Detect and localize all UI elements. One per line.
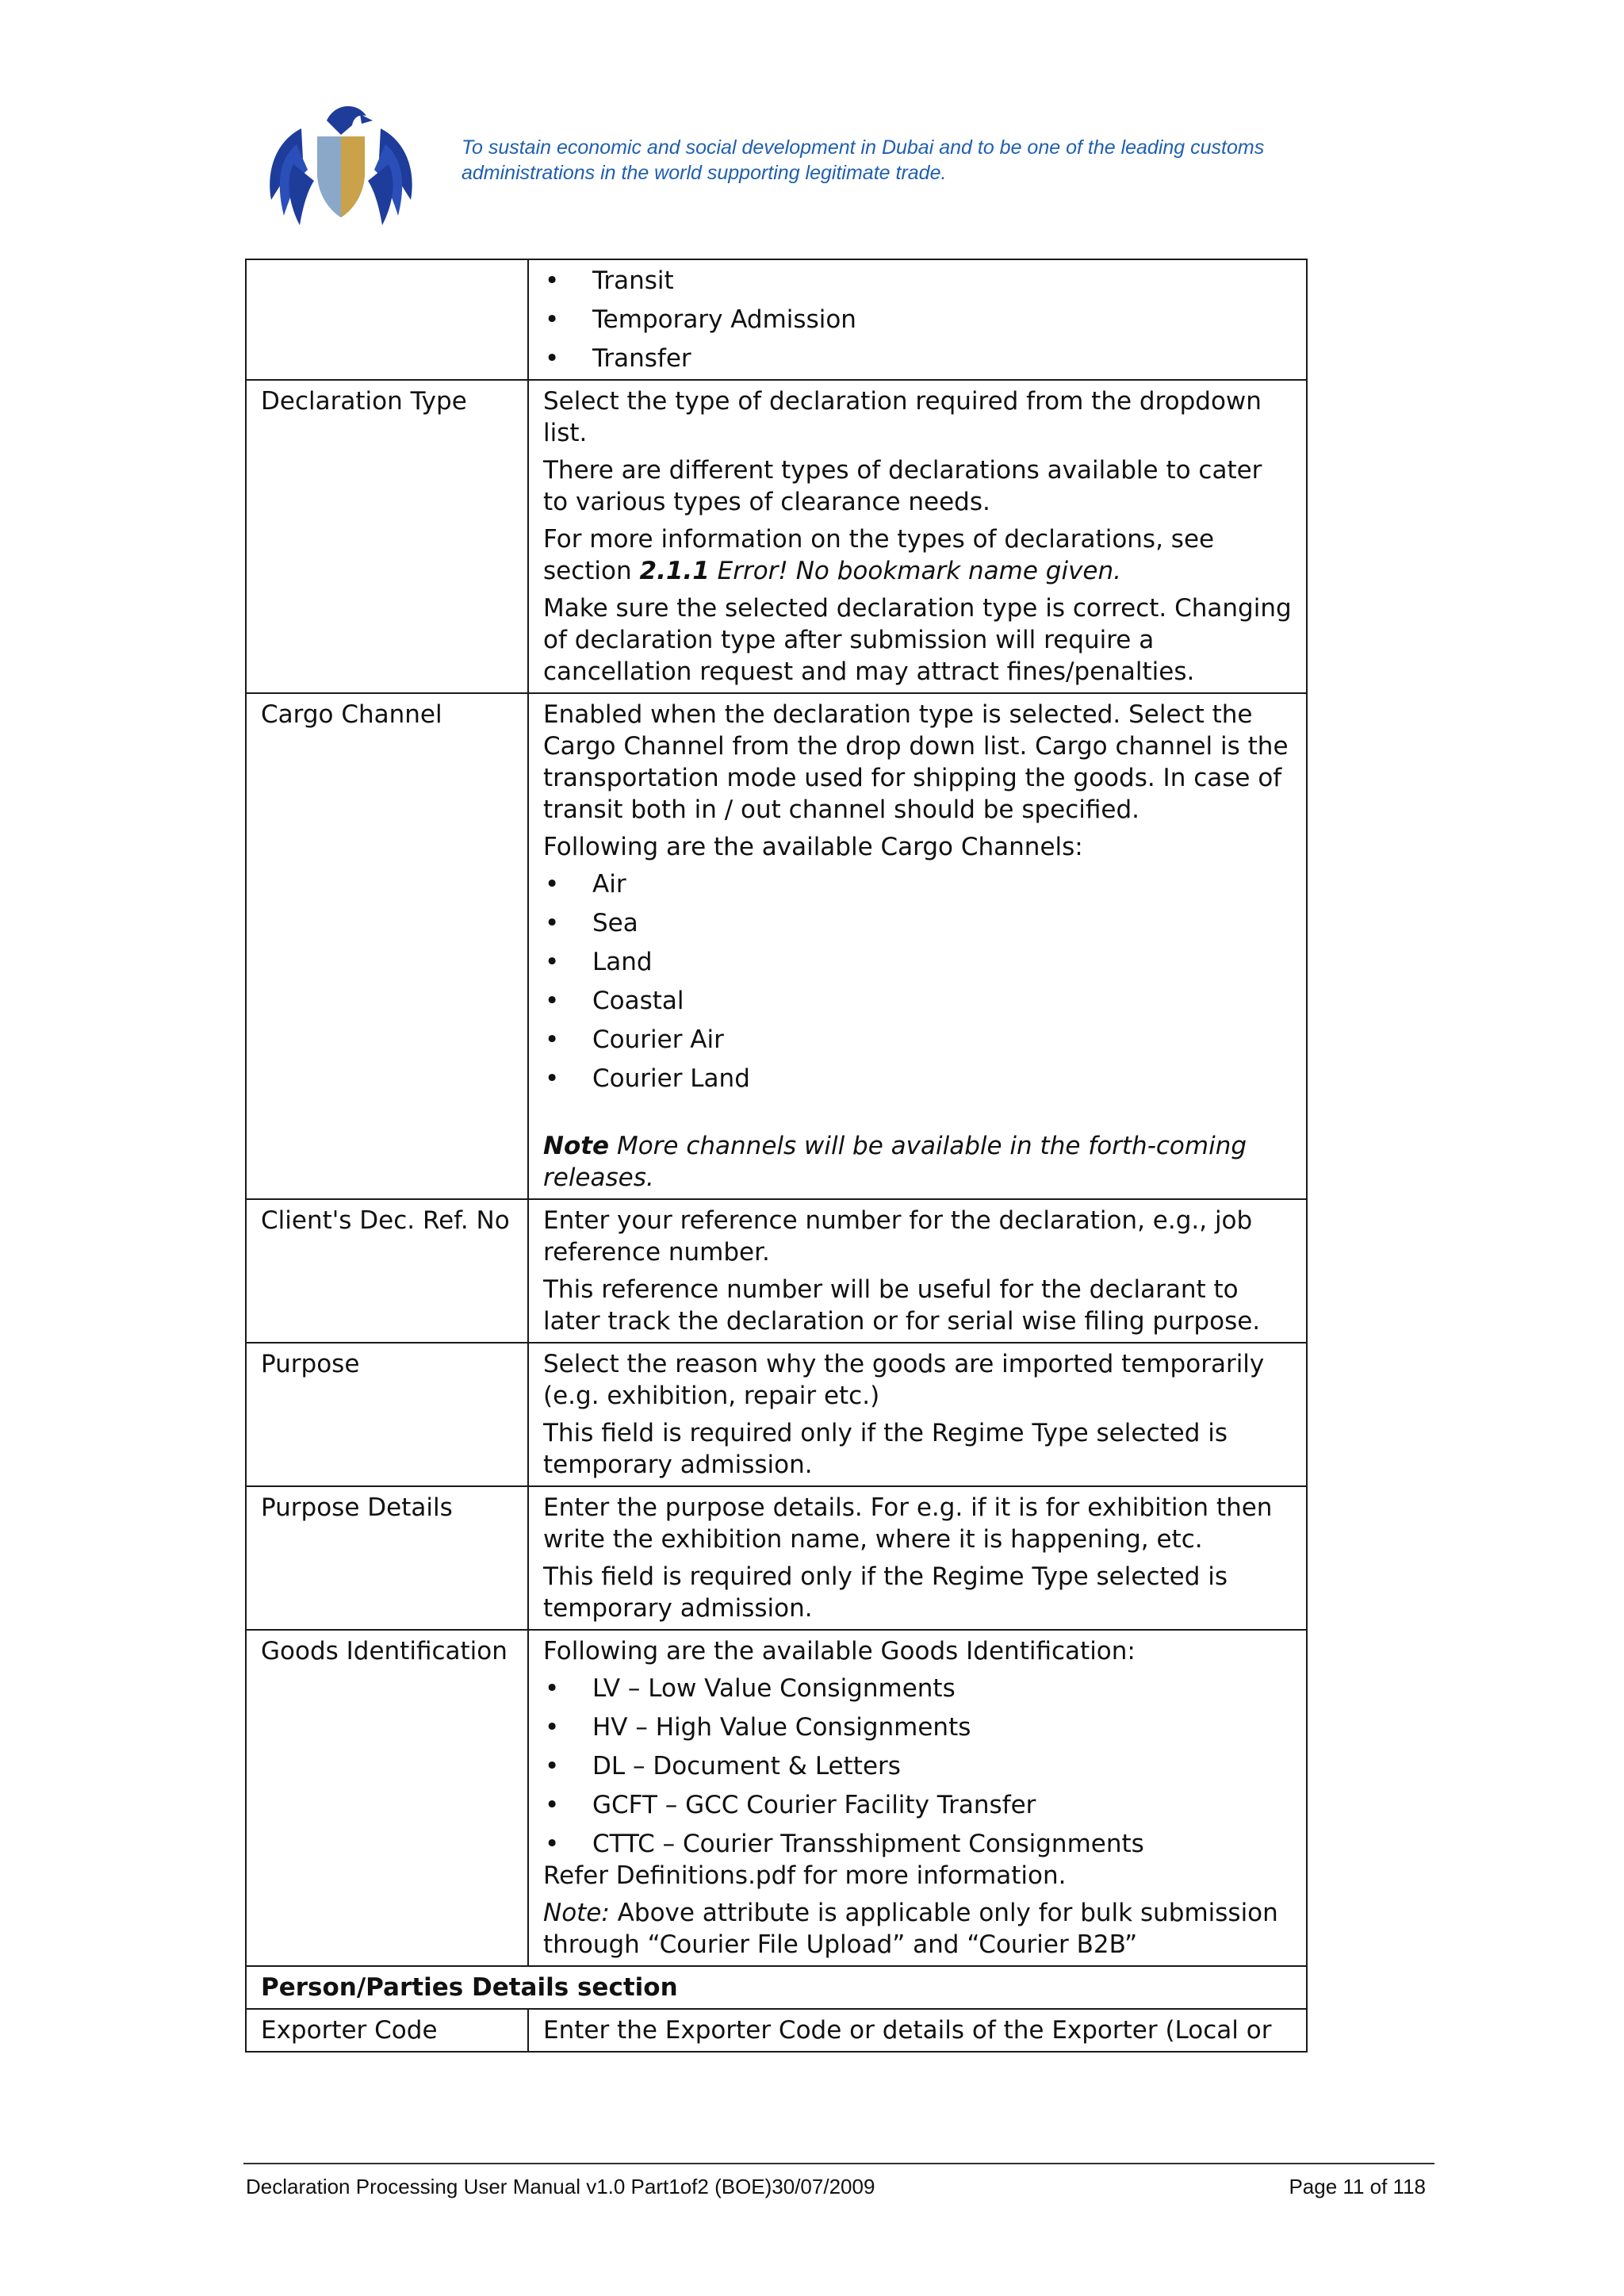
paragraph: Make sure the selected declaration type is correct. Changing of declaration type after submission will require a cancellation request and may attract fines/penalties. xyxy=(543,594,1292,686)
spacer xyxy=(543,1094,1292,1130)
note xyxy=(543,1897,1292,1961)
list-item: • Transfer xyxy=(543,343,1292,374)
field-name-cell: Client's Dec. Ref. No xyxy=(246,1199,528,1343)
field-name-cell: Goods Identification xyxy=(246,1630,528,1966)
paragraph: Enabled when the declaration type is selected. Select the Cargo Channel from the drop down list. Cargo channel is the transportation mode used for shipping the goods. In case of transit both in / out channel should be specified. xyxy=(543,700,1289,824)
section-heading: Person/Parties Details section xyxy=(246,1966,1307,2009)
regime-type-list xyxy=(543,265,1292,374)
table-row xyxy=(246,1966,1307,2009)
cargo-channel-list xyxy=(543,868,1292,1094)
field-description-cell xyxy=(528,380,1307,693)
paragraph: This field is required only if the Regime Type selected is temporary admission. xyxy=(543,1562,1228,1623)
table-row xyxy=(246,259,1307,380)
footer-divider xyxy=(243,2163,1434,2164)
paragraph: Enter your reference number for the declaration, e.g., job reference number. xyxy=(543,1206,1253,1267)
field-description-cell xyxy=(528,1343,1307,1486)
note-text: Above attribute is applicable only for bulk submission through “Courier File Upload” and “Courier B2B” xyxy=(543,1899,1278,1959)
paragraph: Following are the available Goods Identification: xyxy=(543,1637,1136,1665)
field-description-cell xyxy=(528,693,1307,1199)
field-description-cell xyxy=(528,2009,1307,2052)
list-item: • Coastal xyxy=(543,985,1292,1017)
text-span: For more information on the types of declarations, see section xyxy=(543,525,1215,585)
field-name-cell: Purpose Details xyxy=(246,1486,528,1630)
field-description-cell xyxy=(528,259,1307,380)
table-row xyxy=(246,1343,1307,1486)
paragraph: This reference number will be useful for the declarant to later track the declaration or for serial wise filing purpose. xyxy=(543,1275,1261,1336)
table-row xyxy=(246,1486,1307,1630)
field-name-cell: Declaration Type xyxy=(246,380,528,693)
list-item: • Courier Air xyxy=(543,1024,1292,1056)
mission-statement xyxy=(462,135,1413,186)
list-item: • DL – Document & Letters xyxy=(543,1750,1292,1782)
footer-document-title: Declaration Processing User Manual v1.0 Part1of2 (BOE)30/07/2009 xyxy=(246,2175,875,2198)
list-item: • Air xyxy=(543,868,1292,900)
mission-line-2: administrations in the world supporting legitimate trade. xyxy=(462,162,947,184)
list-item: • Land xyxy=(543,946,1292,978)
footer-page-number: Page 11 of 118 xyxy=(1289,2175,1426,2198)
table-row xyxy=(246,2009,1307,2052)
field-name-cell: Purpose xyxy=(246,1343,528,1486)
list-item: • Sea xyxy=(543,907,1292,939)
bookmark-error: Error! No bookmark name given. xyxy=(717,557,1122,585)
paragraph xyxy=(543,523,1292,587)
paragraph: Refer Definitions.pdf for more information. xyxy=(543,1861,1067,1890)
note-label: Note xyxy=(543,1132,610,1160)
field-name-cell xyxy=(246,259,528,380)
paragraph: Enter the purpose details. For e.g. if it is for exhibition then write the exhibition name, where it is happening, etc. xyxy=(543,1493,1273,1554)
paragraph: Select the reason why the goods are imported temporarily (e.g. exhibition, repair etc.) xyxy=(543,1350,1265,1410)
table-row xyxy=(246,693,1307,1199)
list-item: • HV – High Value Consignments xyxy=(543,1711,1292,1743)
list-item: • Courier Land xyxy=(543,1063,1292,1094)
field-description-cell xyxy=(528,1630,1307,1966)
mission-line-1: To sustain economic and social development in Dubai and to be one of the leading customs xyxy=(462,136,1265,159)
paragraph: There are different types of declarations available to cater to various types of clearance needs. xyxy=(543,456,1262,516)
table-row xyxy=(246,380,1307,693)
list-item: • Transit xyxy=(543,265,1292,297)
goods-identification-list xyxy=(543,1673,1292,1860)
field-description-table xyxy=(245,259,1308,2053)
table-row xyxy=(246,1199,1307,1343)
note-label: Note: xyxy=(543,1899,610,1927)
table-row xyxy=(246,1630,1307,1966)
field-description-cell xyxy=(528,1486,1307,1630)
field-name-cell: Exporter Code xyxy=(246,2009,528,2052)
dubai-customs-logo xyxy=(262,97,420,232)
section-reference[interactable]: 2.1.1 xyxy=(639,557,710,585)
paragraph: Select the type of declaration required from the dropdown list. xyxy=(543,387,1262,447)
field-name-cell: Cargo Channel xyxy=(246,693,528,1199)
paragraph: Following are the available Cargo Channels: xyxy=(543,833,1083,861)
paragraph: This field is required only if the Regime Type selected is temporary admission. xyxy=(543,1419,1228,1479)
paragraph: Enter the Exporter Code or details of the Exporter (Local or xyxy=(543,2016,1272,2045)
note xyxy=(543,1130,1292,1194)
list-item: • Temporary Admission xyxy=(543,304,1292,335)
list-item: • LV – Low Value Consignments xyxy=(543,1673,1292,1704)
field-description-cell xyxy=(528,1199,1307,1343)
note-text: More channels will be available in the forth-coming releases. xyxy=(543,1132,1247,1192)
list-item: • GCFT – GCC Courier Facility Transfer xyxy=(543,1789,1292,1821)
list-item: • CTTC – Courier Transshipment Consignments xyxy=(543,1828,1292,1860)
